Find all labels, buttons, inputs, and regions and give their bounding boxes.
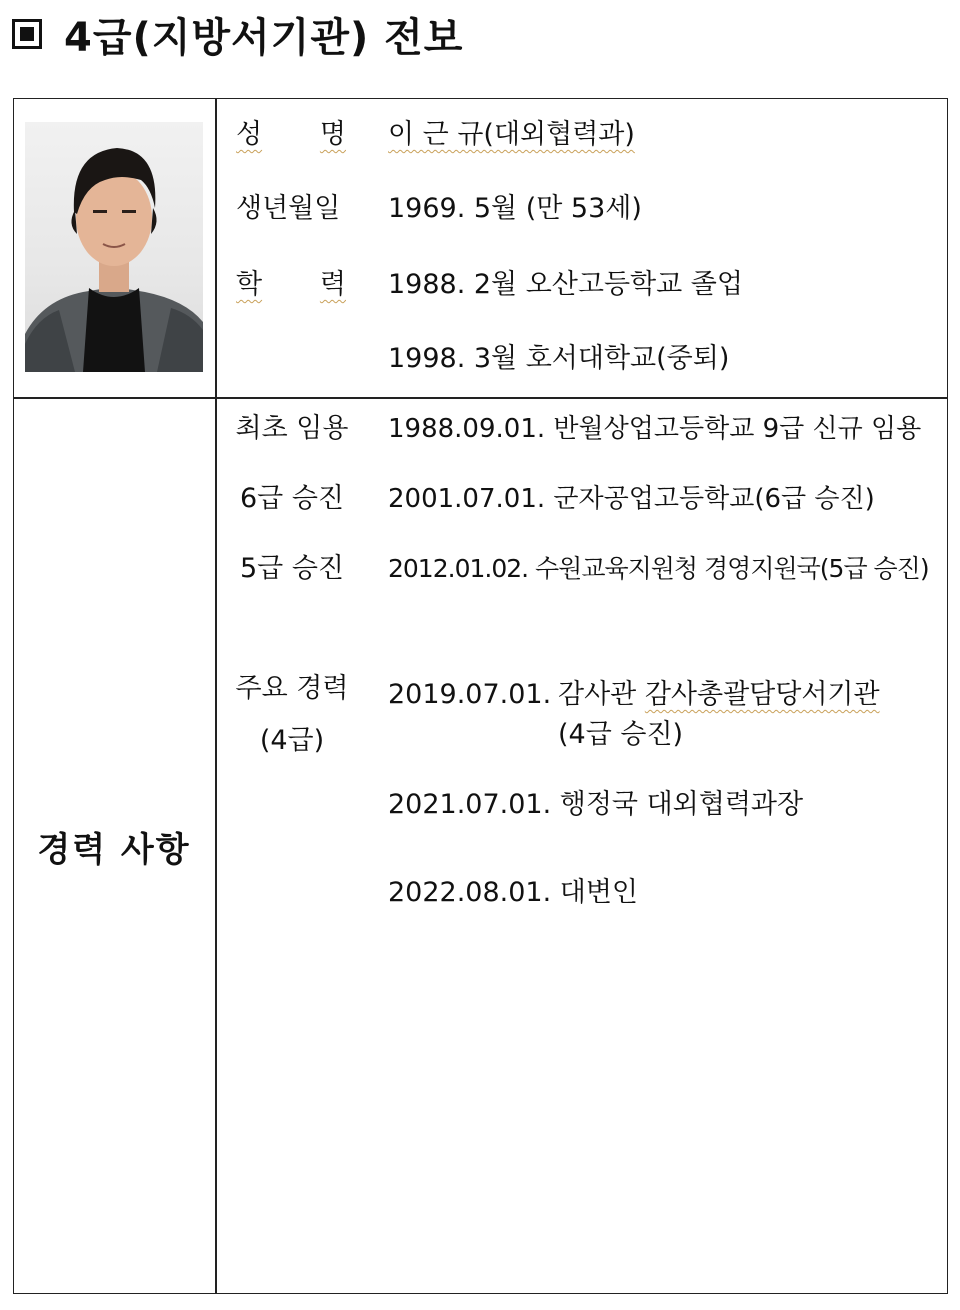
major-career-3: 2022.08.01. 대변인 bbox=[388, 877, 639, 908]
career-value-grade6: 2001.07.01. 군자공업고등학교(6급 승진) bbox=[388, 484, 875, 514]
major-career-date-1: 2019.07.01. bbox=[388, 679, 552, 710]
birth-label: 생년월일 bbox=[236, 193, 341, 224]
page-title-block bbox=[12, 6, 463, 62]
birth-value: 1969. 5월 (만 53세) bbox=[388, 193, 642, 224]
table-divider-horizontal bbox=[13, 397, 948, 399]
name-value: 이 근 규(대외협력과) bbox=[388, 119, 635, 150]
education-label: 학 력 bbox=[236, 269, 346, 300]
education-value-1: 1988. 2월 오산고등학교 졸업 bbox=[388, 269, 743, 300]
square-bullet-icon bbox=[12, 19, 42, 49]
table-divider-vertical bbox=[215, 98, 217, 1294]
major-career-text-1: 감사관 감사총괄담당서기관 bbox=[558, 679, 880, 710]
career-value-grade5: 2012.01.02. 수원교육지원청 경영지원국(5급 승진) bbox=[388, 554, 929, 583]
major-career-text-1b: (4급 승진) bbox=[558, 719, 684, 750]
person-portrait-icon bbox=[25, 122, 203, 372]
page-title: 4급(지방서기관) 전보 bbox=[64, 14, 464, 61]
major-career-label: 주요 경력 bbox=[235, 673, 349, 704]
career-value-first-appointment: 1988.09.01. 반월상업고등학교 9급 신규 임용 bbox=[388, 414, 922, 444]
profile-photo bbox=[25, 122, 203, 372]
major-career-2: 2021.07.01. 행정국 대외협력과장 bbox=[388, 789, 804, 820]
career-label-first-appointment: 최초 임용 bbox=[235, 413, 349, 444]
education-value-2: 1998. 3월 호서대학교(중퇴) bbox=[388, 343, 730, 374]
major-career-sublabel: (4급) bbox=[259, 725, 325, 756]
name-label: 성 명 bbox=[236, 119, 346, 150]
career-section-title: 경력 사항 bbox=[37, 830, 191, 870]
career-label-grade6: 6급 승진 bbox=[239, 483, 344, 514]
career-label-grade5: 5급 승진 bbox=[239, 553, 344, 584]
